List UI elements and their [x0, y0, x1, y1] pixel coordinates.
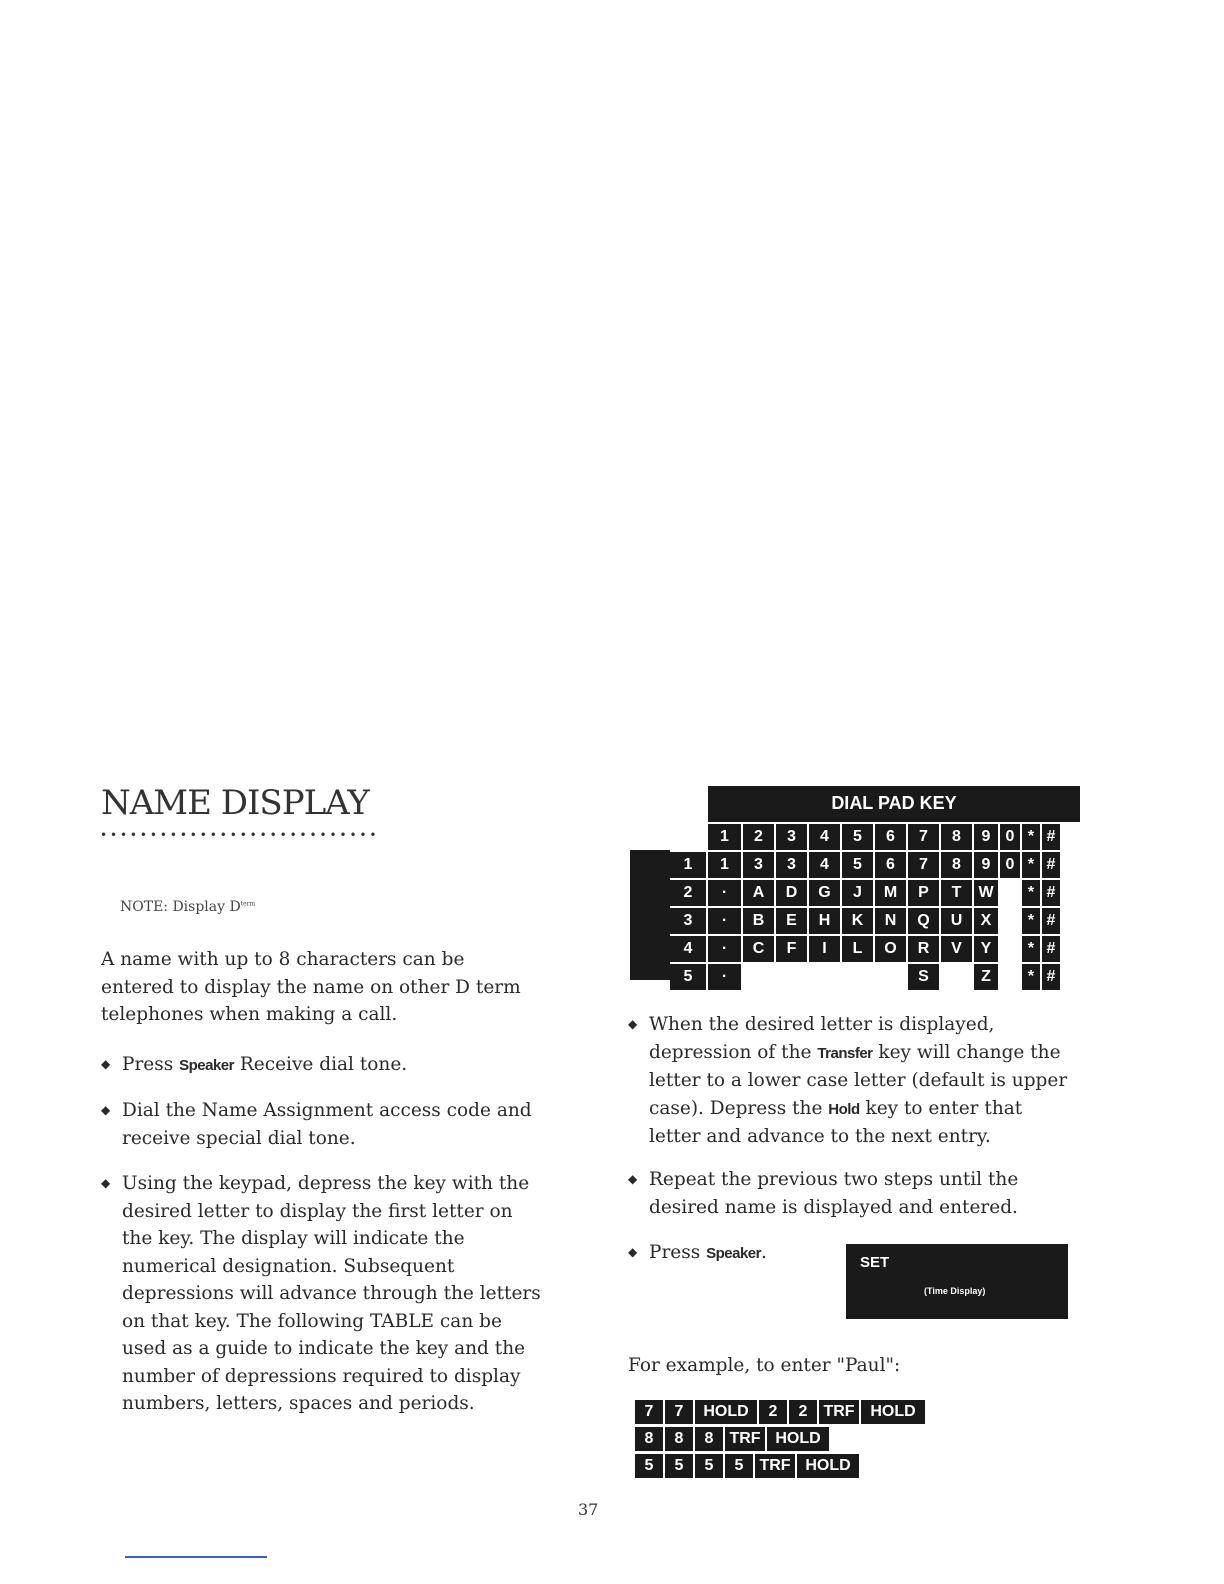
dial-pad-cell: U: [941, 908, 972, 934]
dial-pad-cell: A: [743, 880, 774, 906]
dial-pad-key-header-cell: 0: [1000, 824, 1020, 850]
dial-pad-key-header-cell: 4: [809, 824, 840, 850]
page-title: NAME DISPLAY: [101, 783, 369, 823]
dial-pad-cell: [1000, 964, 1020, 990]
bullet-text: Press: [122, 1054, 180, 1075]
bullet-text: Receive dial tone.: [233, 1054, 408, 1075]
dial-pad-table: [670, 824, 1060, 990]
dial-pad-key-header-cell: 9: [974, 824, 998, 850]
dial-pad-cell: V: [941, 936, 972, 962]
note-text: [120, 899, 255, 915]
dial-pad-cell: 5: [842, 852, 873, 878]
digit-key-cell: 7: [635, 1400, 663, 1424]
dial-pad-cell: 7: [908, 852, 939, 878]
dial-pad-cell: *: [1022, 964, 1040, 990]
dial-pad-cell: L: [842, 936, 873, 962]
dial-pad-cell: #: [1042, 852, 1060, 878]
bullet-text: .: [760, 1242, 767, 1263]
dial-pad-side-bar: [630, 850, 670, 980]
dial-pad-cell: ·: [708, 964, 741, 990]
digit-key-cell: 8: [635, 1427, 663, 1451]
digit-key-cell: 5: [695, 1454, 723, 1478]
dial-pad-cell: Z: [974, 964, 998, 990]
digit-key-cell: 5: [725, 1454, 753, 1478]
digit-key-cell: 2: [759, 1400, 787, 1424]
dial-pad-cell: [1000, 880, 1020, 906]
dial-pad-cell: T: [941, 880, 972, 906]
dial-pad-cell: E: [776, 908, 807, 934]
page-number: 37: [578, 1500, 599, 1519]
digit-key-cell: 7: [665, 1400, 693, 1424]
dial-pad-cell: *: [1022, 936, 1040, 962]
dial-pad-cell: R: [908, 936, 939, 962]
dial-pad-depression-count: 1: [670, 852, 706, 878]
bullet-text: Dial the Name Assignment access code and receive special dial tone.: [122, 1100, 532, 1149]
dial-pad-cell: [809, 964, 840, 990]
dial-pad-cell: I: [809, 936, 840, 962]
telephone-display-screen: [846, 1244, 1068, 1319]
digit-key-cell: 2: [789, 1400, 817, 1424]
dial-pad-cell: [743, 964, 774, 990]
dial-pad-cell: M: [875, 880, 906, 906]
hold-key-cell: HOLD: [797, 1454, 859, 1478]
dial-pad-key-header-cell: 5: [842, 824, 873, 850]
dial-pad-key-header-cell: 3: [776, 824, 807, 850]
dial-pad-cell: [1000, 936, 1020, 962]
dial-pad-cell: N: [875, 908, 906, 934]
digit-key-cell: 5: [665, 1454, 693, 1478]
dial-pad-depression-count: 2: [670, 880, 706, 906]
dial-pad-cell: B: [743, 908, 774, 934]
hold-key-label: Hold: [828, 1100, 860, 1118]
bullet-text: When the desired letter is displayed, depression of the: [649, 1014, 995, 1063]
dial-pad-cell: 6: [875, 852, 906, 878]
dial-pad-cell: S: [908, 964, 939, 990]
dial-pad-cell: G: [809, 880, 840, 906]
dial-pad-depression-count: 3: [670, 908, 706, 934]
hold-key-cell: HOLD: [861, 1400, 925, 1424]
bullet-dial-access-code: [101, 1097, 541, 1152]
dial-pad-key-header: [708, 786, 1080, 822]
dial-pad-key-header-cell: *: [1022, 824, 1040, 850]
digit-key-cell: 5: [635, 1454, 663, 1478]
dial-pad-cell: Y: [974, 936, 998, 962]
bullet-press-speaker: [101, 1051, 541, 1080]
transfer-key-cell: TRF: [725, 1427, 765, 1451]
dial-pad-cell: Q: [908, 908, 939, 934]
dial-pad-cell: W: [974, 880, 998, 906]
dial-pad-cell: #: [1042, 936, 1060, 962]
dial-pad-cell: C: [743, 936, 774, 962]
dial-pad-cell: 3: [776, 852, 807, 878]
bullet-transfer-hold: [628, 1011, 1068, 1151]
display-set-text: SET: [860, 1254, 890, 1271]
diamond-bullet-icon: ◆: [628, 1017, 638, 1031]
note-label: NOTE: Display D: [120, 899, 241, 915]
dial-pad-cell: F: [776, 936, 807, 962]
dial-pad-key-header-cell: 2: [743, 824, 774, 850]
dial-pad-cell: *: [1022, 880, 1040, 906]
dial-pad-cell: #: [1042, 964, 1060, 990]
dial-pad-cell: J: [842, 880, 873, 906]
dial-pad-cell: 3: [743, 852, 774, 878]
hold-key-cell: HOLD: [695, 1400, 757, 1424]
dial-pad-key-title: DIAL PAD KEY: [831, 793, 957, 813]
dial-pad-cell: X: [974, 908, 998, 934]
bullet-text: Press: [649, 1242, 707, 1263]
bullet-press-speaker-final: [628, 1239, 828, 1268]
digit-key-cell: 8: [695, 1427, 723, 1451]
example-row-u: [635, 1454, 859, 1478]
dial-pad-cell: [941, 964, 972, 990]
dial-pad-depression-count: 5: [670, 964, 706, 990]
bullet-text: key will change the letter to a lower case letter (default is upper case). Depress the: [649, 1041, 1068, 1119]
dial-pad-cell: 0: [1000, 852, 1020, 878]
example-row-p: [635, 1400, 925, 1424]
dial-pad-key-header-cell: 7: [908, 824, 939, 850]
dial-pad-corner: [670, 824, 706, 850]
diamond-bullet-icon: ◆: [628, 1172, 638, 1186]
dial-pad-cell: O: [875, 936, 906, 962]
bullet-using-keypad: [101, 1170, 541, 1418]
dial-pad-cell: *: [1022, 852, 1040, 878]
bullet-text: Using the keypad, depress the key with the desired letter to display the first letter on the key. The display will indicate the numerical designation. Subsequent depressions will advance through the letters on that key. The following TABLE can be used as a guide to indicate the key and the number of depressions required to display numbers, letters, spaces and periods.: [122, 1173, 541, 1414]
dial-pad-cell: 8: [941, 852, 972, 878]
note-superscript: term: [240, 900, 256, 908]
dotted-divider: ••••••••••••••••••••••••••••: [100, 828, 380, 842]
dial-pad-cell: *: [1022, 908, 1040, 934]
dial-pad-cell: D: [776, 880, 807, 906]
example-intro: For example, to enter "Paul":: [628, 1355, 901, 1376]
dial-pad-cell: [875, 964, 906, 990]
hold-key-cell: HOLD: [767, 1427, 829, 1451]
dial-pad-cell: [776, 964, 807, 990]
transfer-key-label: Transfer: [817, 1044, 873, 1062]
dial-pad-cell: K: [842, 908, 873, 934]
display-time-text: (Time Display): [924, 1286, 986, 1296]
dial-pad-key-header-cell: 6: [875, 824, 906, 850]
speaker-key-label: Speaker: [179, 1057, 234, 1074]
dial-pad-depression-count: 4: [670, 936, 706, 962]
dial-pad-cell: #: [1042, 908, 1060, 934]
dial-pad-cell: [842, 964, 873, 990]
example-row-a: [635, 1427, 829, 1451]
diamond-bullet-icon: ◆: [628, 1245, 638, 1259]
bullet-text: key to enter that letter and advance to the next entry.: [649, 1097, 1023, 1147]
diamond-bullet-icon: ◆: [101, 1176, 111, 1190]
dial-pad-cell: ·: [708, 908, 741, 934]
bullet-repeat-steps: [628, 1166, 1068, 1221]
dial-pad-cell: #: [1042, 880, 1060, 906]
digit-key-cell: 8: [665, 1427, 693, 1451]
footer-rule: [125, 1556, 267, 1558]
dial-pad-cell: ·: [708, 936, 741, 962]
diamond-bullet-icon: ◆: [101, 1057, 111, 1071]
dial-pad-cell: 1: [708, 852, 741, 878]
transfer-key-cell: TRF: [819, 1400, 859, 1424]
dial-pad-cell: P: [908, 880, 939, 906]
dial-pad-key-header-cell: 1: [708, 824, 741, 850]
transfer-key-cell: TRF: [755, 1454, 795, 1478]
dial-pad-key-header-cell: #: [1042, 824, 1060, 850]
dial-pad-cell: 9: [974, 852, 998, 878]
dial-pad-cell: H: [809, 908, 840, 934]
dial-pad-cell: ·: [708, 880, 741, 906]
intro-paragraph: A name with up to 8 characters can be entered to display the name on other D term telephones when making a call.: [101, 949, 521, 1025]
dial-pad-cell: [1000, 908, 1020, 934]
diamond-bullet-icon: ◆: [101, 1103, 111, 1117]
speaker-key-label: Speaker: [706, 1245, 761, 1262]
dial-pad-key-header-cell: 8: [941, 824, 972, 850]
bullet-text: Repeat the previous two steps until the desired name is displayed and entered.: [649, 1169, 1019, 1218]
dial-pad-cell: 4: [809, 852, 840, 878]
